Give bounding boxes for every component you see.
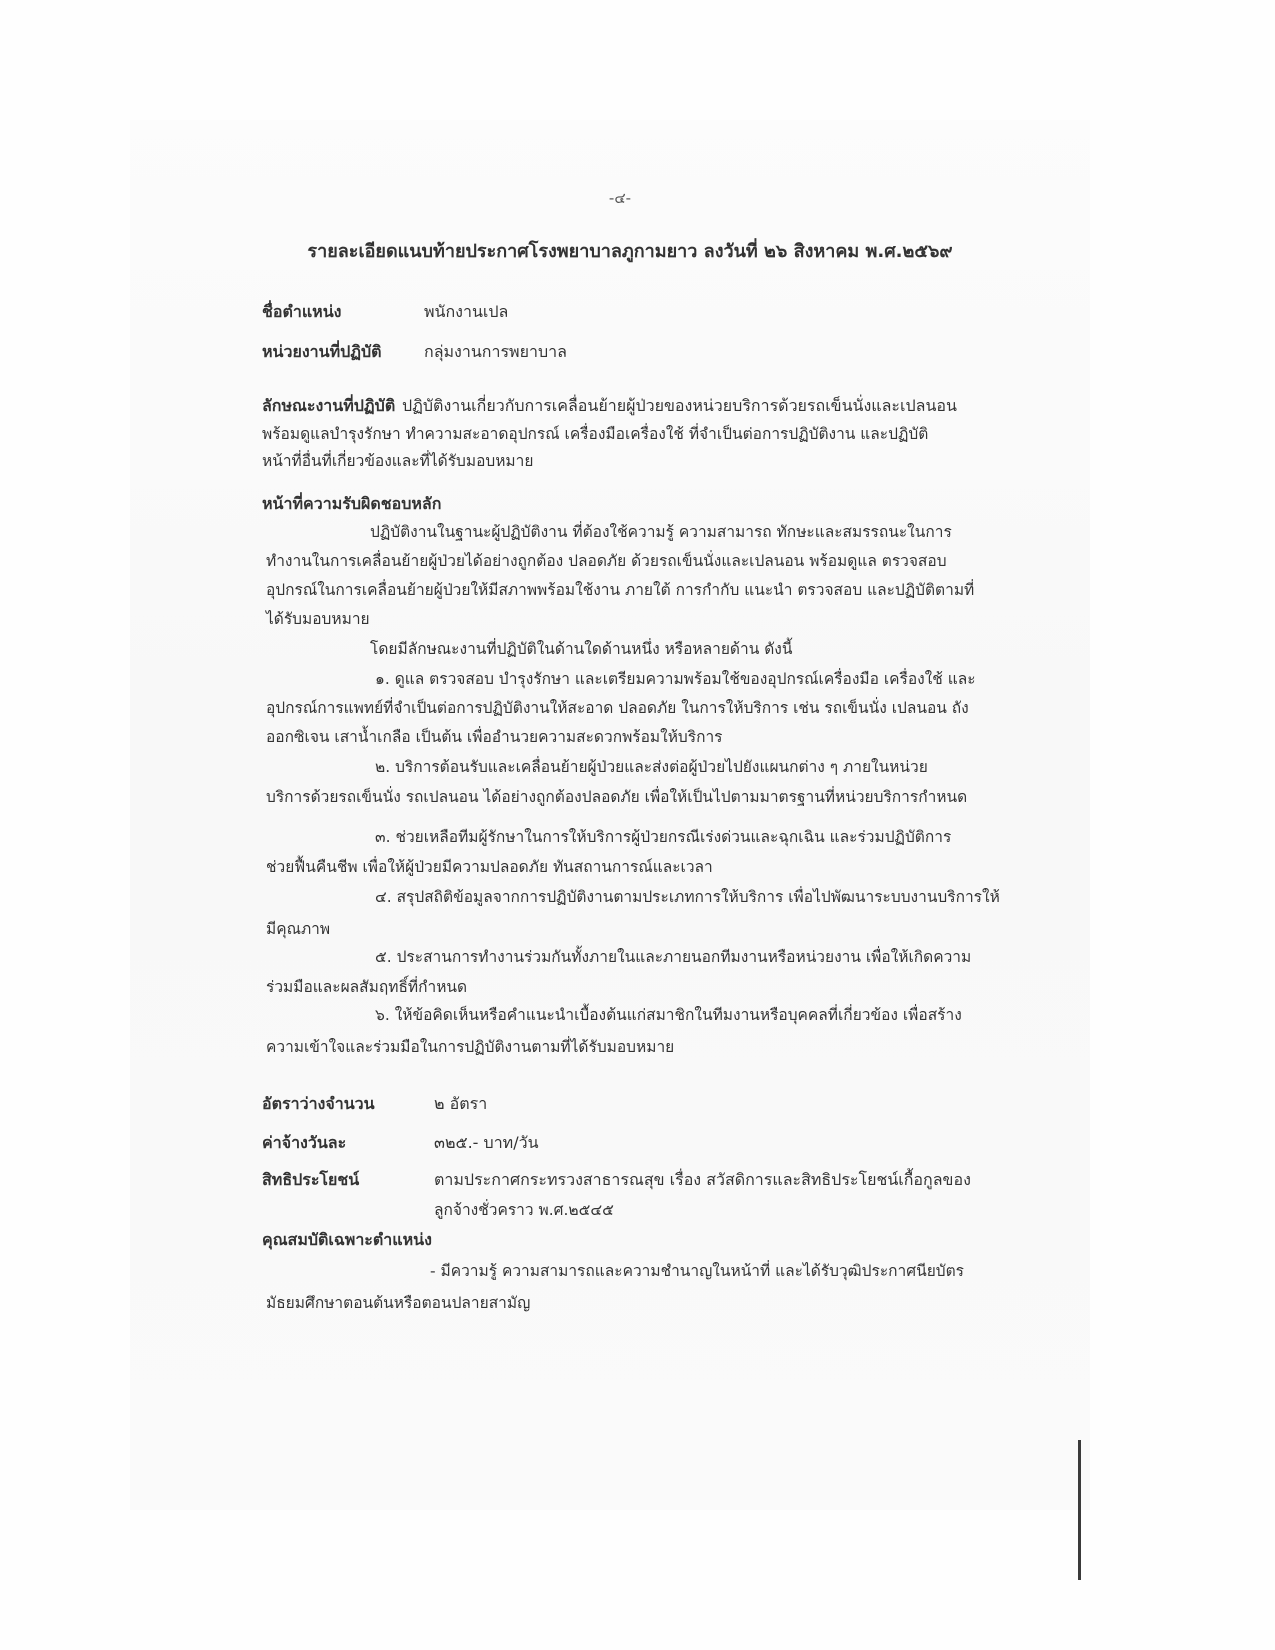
position-value: พนักงานเปล	[424, 302, 509, 321]
wage-value: ๓๒๕.- บาท/วัน	[434, 1133, 539, 1152]
job-nature-label: ลักษณะงานที่ปฏิบัติ	[262, 396, 396, 415]
duty-item-1-line: อุปกรณ์การแพทย์ที่จำเป็นต่อการปฏิบัติงานให้สะอาด ปลอดภัย ในการให้บริการ เช่น รถเข็นนั่ง เปลนอน ถัง	[266, 699, 969, 717]
duty-item-2-line: ๒. บริการต้อนรับและเคลื่อนย้ายผู้ป่วยและส่งต่อผู้ป่วยไปยังแผนกต่าง ๆ ภายในหน่วย	[375, 758, 928, 776]
benefits-line-2: ลูกจ้างชั่วคราว พ.ศ.๒๕๔๕	[434, 1201, 614, 1219]
duty-item-5-line: ร่วมมือและผลสัมฤทธิ์ที่กำหนด	[266, 978, 468, 996]
duty-item-4-line: ๔. สรุปสถิติข้อมูลจากการปฏิบัติงานตามประเภทการให้บริการ เพื่อไปพัฒนาระบบงานบริการให้	[375, 888, 1000, 906]
duty-item-2-line: บริการด้วยรถเข็นนั่ง รถเปลนอน ได้อย่างถูกต้องปลอดภัย เพื่อให้เป็นไปตามมาตรฐานที่หน่วยบริการกำหนด	[266, 788, 968, 806]
duties-lead: โดยมีลักษณะงานที่ปฏิบัติในด้านใดด้านหนึ่ง หรือหลายด้าน ดังนี้	[370, 640, 793, 658]
job-nature-line-3: หน้าที่อื่นที่เกี่ยวข้องและที่ได้รับมอบหมาย	[262, 452, 534, 470]
scan-edge-line	[1078, 1440, 1081, 1580]
duty-item-4-line: มีคุณภาพ	[266, 920, 331, 938]
unit-label: หน่วยงานที่ปฏิบัติ	[262, 342, 382, 361]
duty-item-6-line: ความเข้าใจและร่วมมือในการปฏิบัติงานตามที่ได้รับมอบหมาย	[266, 1038, 675, 1056]
vacancies-value: ๒ อัตรา	[434, 1094, 488, 1113]
qualifications-line-1: - มีความรู้ ความสามารถและความชำนาญในหน้าที่ และได้รับวุฒิประกาศนียบัตร	[430, 1262, 965, 1280]
duties-intro-line: ปฏิบัติงานในฐานะผู้ปฏิบัติงาน ที่ต้องใช้ความรู้ ความสามารถ ทักษะและสมรรถนะในการ	[370, 523, 952, 541]
wage-label: ค่าจ้างวันละ	[262, 1133, 347, 1152]
qualifications-line-2: มัธยมศึกษาตอนต้นหรือตอนปลายสามัญ	[266, 1294, 531, 1312]
duty-item-1-line: ออกซิเจน เสาน้ำเกลือ เป็นต้น เพื่ออำนวยความสะดวกพร้อมให้บริการ	[266, 728, 723, 746]
document-title: รายละเอียดแนบท้ายประกาศโรงพยาบาลภูกามยาว ลงวันที่ ๒๖ สิงหาคม พ.ศ.๒๕๖๙	[307, 241, 953, 262]
vacancies-label: อัตราว่างจำนวน	[262, 1094, 375, 1113]
main-duties-heading: หน้าที่ความรับผิดชอบหลัก	[262, 494, 442, 513]
benefits-label: สิทธิประโยชน์	[262, 1170, 360, 1189]
duties-intro-line: ทำงานในการเคลื่อนย้ายผู้ป่วยได้อย่างถูกต้อง ปลอดภัย ด้วยรถเข็นนั่งและเปลนอน พร้อมดูแล ตรวจสอบ	[266, 552, 947, 570]
page-number: -๔-	[608, 189, 632, 207]
benefits-line-1: ตามประกาศกระทรวงสาธารณสุข เรื่อง สวัสดิการและสิทธิประโยชน์เกื้อกูลของ	[434, 1170, 971, 1189]
job-nature-line-1: ปฏิบัติงานเกี่ยวกับการเคลื่อนย้ายผู้ป่วยของหน่วยบริการด้วยรถเข็นนั่งและเปลนอน	[402, 396, 957, 415]
unit-value: กลุ่มงานการพยาบาล	[424, 342, 567, 361]
duty-item-5-line: ๕. ประสานการทำงานร่วมกันทั้งภายในและภายนอกทีมงานหรือหน่วยงาน เพื่อให้เกิดความ	[375, 948, 972, 966]
duty-item-3-line: ๓. ช่วยเหลือทีมผู้รักษาในการให้บริการผู้ป่วยกรณีเร่งด่วนและฉุกเฉิน และร่วมปฏิบัติการ	[375, 828, 952, 846]
duty-item-1-line: ๑. ดูแล ตรวจสอบ บำรุงรักษา และเตรียมความพร้อมใช้ของอุปกรณ์เครื่องมือ เครื่องใช้ และ	[375, 670, 976, 688]
job-nature-line-2: พร้อมดูแลบำรุงรักษา ทำความสะอาดอุปกรณ์ เครื่องมือเครื่องใช้ ที่จำเป็นต่อการปฏิบัติงาน และปฏิบัติ	[262, 425, 929, 443]
duties-intro-line: ได้รับมอบหมาย	[266, 610, 370, 628]
position-label: ชื่อตำแหน่ง	[262, 302, 342, 321]
duty-item-3-line: ช่วยฟื้นคืนชีพ เพื่อให้ผู้ป่วยมีความปลอดภัย ทันสถานการณ์และเวลา	[266, 858, 713, 876]
qualifications-heading: คุณสมบัติเฉพาะตำแหน่ง	[262, 1230, 432, 1249]
duties-intro-line: อุปกรณ์ในการเคลื่อนย้ายผู้ป่วยให้มีสภาพพร้อมใช้งาน ภายใต้ การกำกับ แนะนำ ตรวจสอบ และปฏิบัติตามที่	[266, 581, 975, 599]
duty-item-6-line: ๖. ให้ข้อคิดเห็นหรือคำแนะนำเบื้องต้นแก่สมาชิกในทีมงานหรือบุคคลที่เกี่ยวข้อง เพื่อสร้าง	[375, 1006, 962, 1024]
